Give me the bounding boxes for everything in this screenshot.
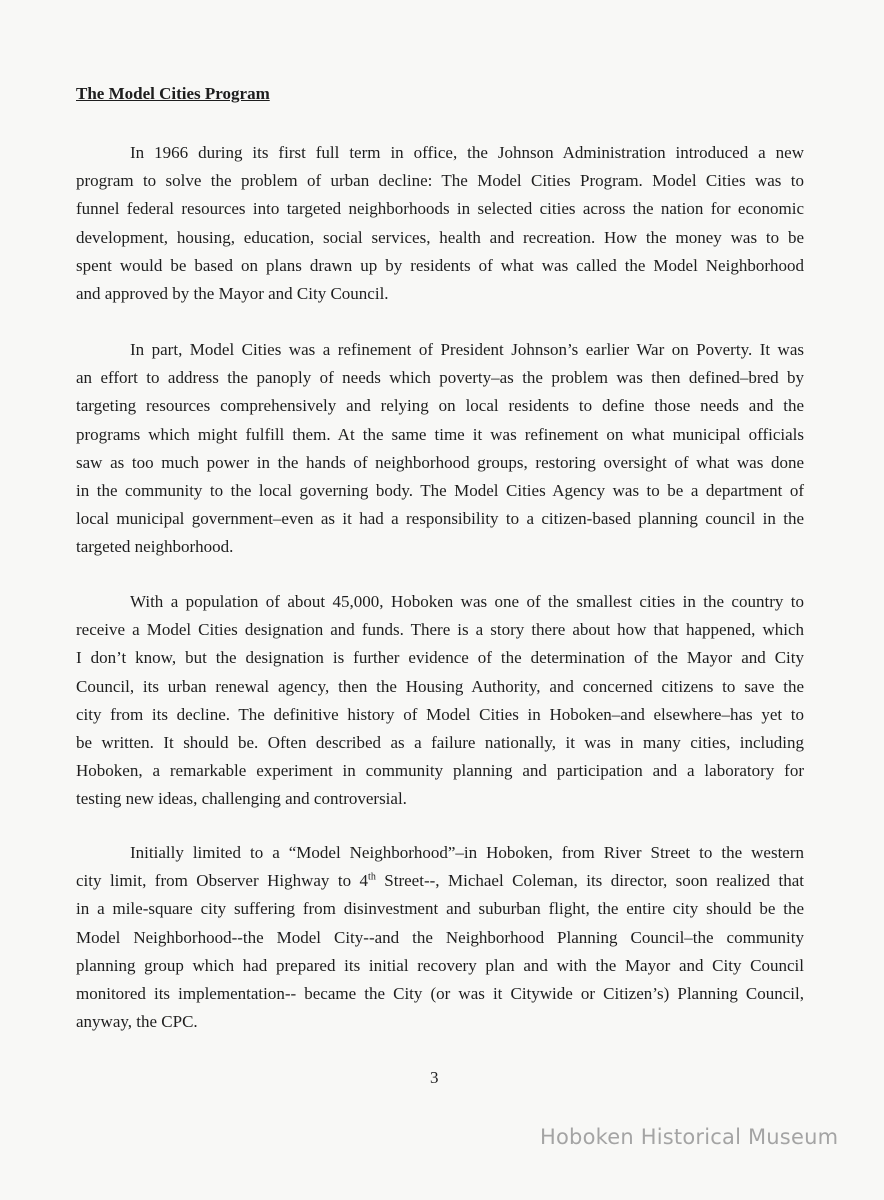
text-line: targeting resources comprehensively and relying on local residents to define those needs and the xyxy=(76,396,804,416)
paragraph xyxy=(76,588,804,814)
text-span: Street--, Michael Coleman, its director, soon realized that xyxy=(375,871,804,891)
text-line: city from its decline. The definitive history of Model Cities in Hoboken–and elsewhere–has yet to xyxy=(76,704,804,724)
text-line: in a mile-square city suffering from disinvestment and suburban flight, the entire city should be the xyxy=(76,899,804,919)
text-line: program to solve the problem of urban decline: The Model Cities Program. Model Cities was to xyxy=(76,171,804,191)
text-line: an effort to address the panoply of needs which poverty–as the problem was then defined–bred by xyxy=(76,368,804,388)
document-title: The Model Cities Program xyxy=(76,84,270,103)
text-line: programs which might fulfill them. At the same time it was refinement on what municipal officials xyxy=(76,424,804,444)
superscript: th xyxy=(368,871,376,883)
text-span: city limit, from Observer Highway to 4 xyxy=(76,871,369,891)
paragraph xyxy=(76,336,804,562)
text-line: Model Neighborhood--the Model City--and the Neighborhood Planning Council–the community xyxy=(76,927,804,947)
text-line: development, housing, education, social services, health and recreation. How the money was to be xyxy=(76,227,804,247)
watermark: Hoboken Historical Museum xyxy=(540,1125,839,1149)
paragraph xyxy=(76,839,804,1036)
text-line: be written. It should be. Often described as a failure nationally, it was in many cities, including xyxy=(76,732,804,752)
text-line: spent would be based on plans drawn up by residents of what was called the Model Neighborhood xyxy=(76,255,804,275)
paragraph xyxy=(76,139,804,308)
text-line: Council, its urban renewal agency, then the Housing Authority, and concerned citizens to save the xyxy=(76,676,804,696)
text-line: monitored its implementation-- became the City (or was it Citywide or Citizen’s) Planning Council, xyxy=(76,983,804,1003)
text-line: Initially limited to a “Model Neighborhood”–in Hoboken, from River Street to the western xyxy=(130,843,804,862)
text-line: testing new ideas, challenging and controversial. xyxy=(76,789,407,809)
text-line: In 1966 during its first full term in office, the Johnson Administration introduced a new xyxy=(130,143,804,162)
text-line: in the community to the local governing body. The Model Cities Agency was to be a department of xyxy=(76,480,804,500)
text-line: anyway, the CPC. xyxy=(76,1012,198,1032)
text-line: receive a Model Cities designation and funds. There is a story there about how that happened, which xyxy=(76,620,804,640)
text-line: targeted neighborhood. xyxy=(76,537,234,557)
text-line: funnel federal resources into targeted neighborhoods in selected cities across the nation for economic xyxy=(76,199,804,219)
text-line: With a population of about 45,000, Hoboken was one of the smallest cities in the country to xyxy=(130,592,804,611)
text-line: saw as too much power in the hands of neighborhood groups, restoring oversight of what was done xyxy=(76,452,804,472)
page-number: 3 xyxy=(430,1068,439,1087)
text-line: Hoboken, a remarkable experiment in community planning and participation and a laboratory for xyxy=(76,761,804,781)
text-line: In part, Model Cities was a refinement of President Johnson’s earlier War on Poverty. It was xyxy=(130,340,804,359)
text-line: local municipal government–even as it had a responsibility to a citizen-based planning council in the xyxy=(76,509,804,529)
text-line xyxy=(76,867,804,895)
text-line: I don’t know, but the designation is further evidence of the determination of the Mayor and City xyxy=(76,648,804,668)
text-line: planning group which had prepared its initial recovery plan and with the Mayor and City Council xyxy=(76,955,804,975)
text-line: and approved by the Mayor and City Council. xyxy=(76,283,389,303)
